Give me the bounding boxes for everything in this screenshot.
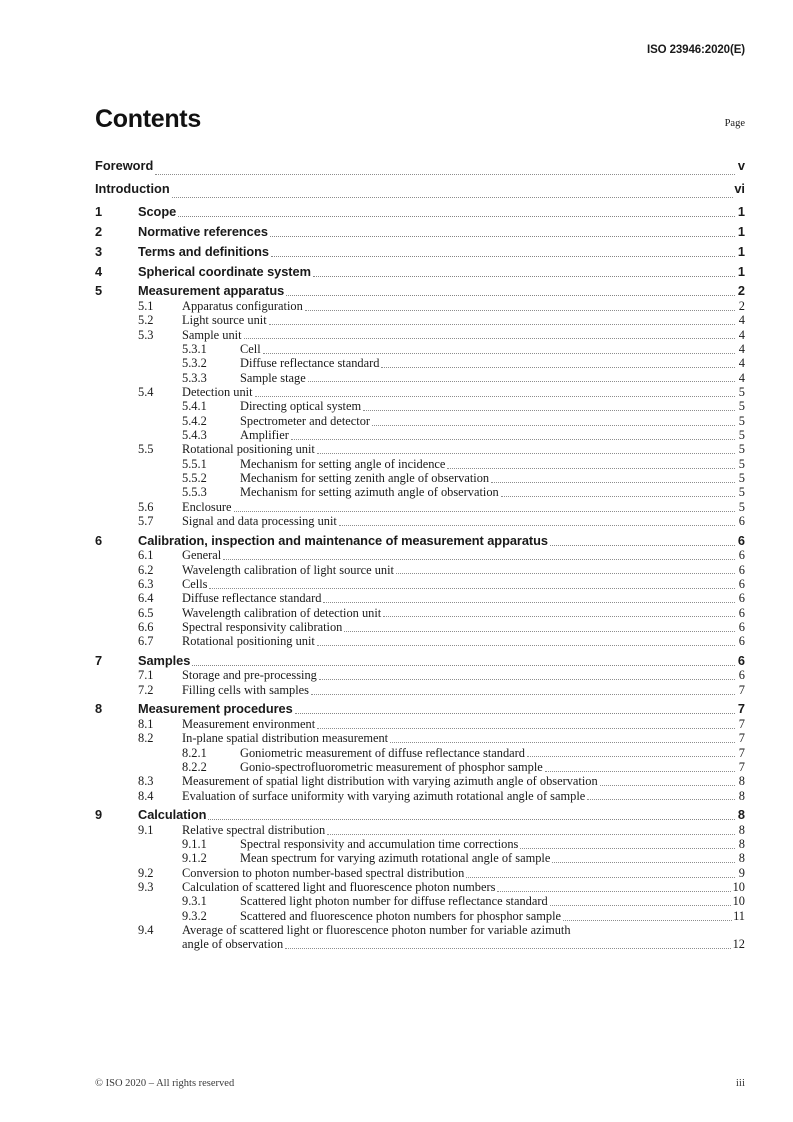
toc-entry-number: 6 bbox=[95, 532, 103, 548]
toc-entry-label: Wavelength calibration of detection unit bbox=[182, 605, 382, 620]
toc-entry-6-1[interactable] bbox=[95, 548, 745, 562]
toc-entry-label: Normative references bbox=[138, 223, 268, 239]
toc-entry-8-1[interactable] bbox=[95, 717, 745, 731]
toc-entry-page: 8 bbox=[738, 822, 745, 837]
toc-entry-number: 5.3.3 bbox=[182, 370, 207, 385]
toc-entry-label: In-plane spatial distribution measurement bbox=[182, 731, 389, 746]
toc-entry-number: 5 bbox=[95, 283, 103, 299]
toc-entry-9-1-2[interactable] bbox=[95, 851, 745, 865]
toc-entry-number: 9.2 bbox=[138, 865, 154, 880]
toc-entry-page: 1 bbox=[737, 263, 745, 279]
toc-entry-number: 5.5.2 bbox=[182, 471, 207, 486]
toc-entry-label: Scope bbox=[138, 204, 177, 220]
toc-entry-5-5-2[interactable] bbox=[95, 471, 745, 485]
toc-entry-page: 6 bbox=[737, 532, 745, 548]
toc-entry-label: Mechanism for setting angle of incidence bbox=[240, 456, 446, 471]
copyright-notice: © ISO 2020 – All rights reserved bbox=[95, 1078, 235, 1089]
toc-entry-6-4[interactable] bbox=[95, 591, 745, 605]
toc-entry-number: 8.4 bbox=[138, 788, 154, 803]
toc-entry-label: Enclosure bbox=[182, 499, 232, 514]
dot-leader bbox=[311, 694, 735, 695]
toc-entry-page: 6 bbox=[738, 634, 745, 649]
toc-entry-8[interactable] bbox=[95, 702, 745, 717]
toc-entry-page: 5 bbox=[738, 499, 745, 514]
toc-entry-6-2[interactable] bbox=[95, 563, 745, 577]
toc-entry-page: 1 bbox=[737, 223, 745, 239]
dot-leader bbox=[317, 453, 735, 454]
toc-entry-label: Light source unit bbox=[182, 313, 267, 328]
toc-entry-6-6[interactable] bbox=[95, 620, 745, 634]
toc-entry-7-1[interactable] bbox=[95, 668, 745, 682]
toc-entry-label: Scattered light photon number for diffuse reflectance standard bbox=[240, 894, 548, 909]
toc-entry-page: 7 bbox=[738, 745, 745, 760]
toc-entry-label: Measurement apparatus bbox=[138, 283, 285, 299]
toc-entry-number: 3 bbox=[95, 243, 103, 259]
toc-entry-8-2-2[interactable] bbox=[95, 760, 745, 774]
dot-leader bbox=[286, 295, 734, 296]
toc-entry-number: 7.1 bbox=[138, 668, 154, 683]
toc-entry-page: 10 bbox=[732, 880, 745, 895]
toc-entry-5-5[interactable] bbox=[95, 442, 745, 456]
toc-entry-number: 5.3.2 bbox=[182, 356, 207, 371]
toc-entry-label: Mean spectrum for varying azimuth rotational angle of sample bbox=[240, 851, 551, 866]
toc-entry-6-3[interactable] bbox=[95, 577, 745, 591]
toc-entry-page: 7 bbox=[738, 731, 745, 746]
toc-entry-number: 8.2.2 bbox=[182, 759, 207, 774]
toc-entry-label: Samples bbox=[138, 652, 191, 668]
toc-entry-label: Mechanism for setting zenith angle of observation bbox=[240, 471, 490, 486]
toc-entry-number: 8 bbox=[95, 701, 103, 717]
toc-entry-page: 6 bbox=[738, 548, 745, 563]
toc-entry-7[interactable] bbox=[95, 654, 745, 669]
toc-entry-page: 6 bbox=[738, 562, 745, 577]
dot-leader bbox=[178, 216, 734, 217]
toc-entry-number: 9.3 bbox=[138, 880, 154, 895]
toc-entry-page: 6 bbox=[738, 619, 745, 634]
toc-entry-number: 2 bbox=[95, 223, 103, 239]
toc-entry-label: Storage and pre-processing bbox=[182, 668, 317, 683]
toc-entry-number: 5.5.3 bbox=[182, 485, 207, 500]
toc-entry-page: 5 bbox=[738, 456, 745, 471]
toc-entry-number: 5.4.1 bbox=[182, 399, 207, 414]
toc-entry-5-7[interactable] bbox=[95, 514, 745, 528]
toc-entry-label: Average of scattered light or fluorescence photon number for variable azimuth bbox=[182, 923, 571, 938]
toc-entry-label: Evaluation of surface uniformity with varying azimuth rotational angle of sample bbox=[182, 788, 586, 803]
toc-entry-5-3-1[interactable] bbox=[95, 342, 745, 356]
toc-entry-page: 2 bbox=[737, 283, 745, 299]
dot-leader bbox=[305, 310, 735, 311]
toc-entry-label-continued: angle of observation bbox=[182, 937, 284, 952]
toc-entry-5-5-3[interactable] bbox=[95, 485, 745, 499]
toc-entry-label: Signal and data processing unit bbox=[182, 514, 337, 529]
toc-entry-page: 5 bbox=[738, 442, 745, 457]
toc-entry-7-2[interactable] bbox=[95, 683, 745, 697]
dot-leader bbox=[295, 713, 735, 714]
toc-entry-number: 9 bbox=[95, 807, 103, 823]
toc-entry-number: 5.2 bbox=[138, 313, 154, 328]
dot-leader bbox=[520, 848, 734, 849]
dot-leader bbox=[491, 482, 734, 483]
toc-entry-5[interactable] bbox=[95, 284, 745, 299]
toc-entry-label: Spectral responsivity calibration bbox=[182, 619, 343, 634]
toc-entry-6-5[interactable] bbox=[95, 606, 745, 620]
toc-entry-6[interactable] bbox=[95, 534, 745, 549]
toc-entry-number: 5.4.3 bbox=[182, 428, 207, 442]
toc-entry-page: 6 bbox=[737, 652, 745, 668]
toc-entry-page: vi bbox=[734, 180, 745, 196]
dot-leader bbox=[270, 236, 735, 237]
toc-entry-number: 9.3.2 bbox=[182, 908, 207, 923]
toc-entry-label: Mechanism for setting azimuth angle of observation bbox=[240, 485, 499, 500]
toc-entry-label: Cells bbox=[182, 576, 208, 591]
document-header: ISO 23946:2020(E) bbox=[646, 44, 745, 56]
toc-entry-number: 5.5 bbox=[138, 442, 154, 457]
toc-entry-9-1[interactable] bbox=[95, 823, 745, 837]
toc-entry-number: 5.5.1 bbox=[182, 456, 207, 471]
toc-entry-label: Wavelength calibration of light source unit bbox=[182, 562, 394, 577]
toc-entry-label: Goniometric measurement of diffuse reflectance standard bbox=[240, 745, 525, 760]
toc-entry-5-3-3[interactable] bbox=[95, 371, 745, 385]
dot-leader bbox=[527, 756, 735, 757]
toc-entry-number: 7.2 bbox=[138, 682, 154, 697]
toc-entry-5-4-2[interactable] bbox=[95, 414, 745, 428]
toc-entry-number: 6.6 bbox=[138, 619, 154, 634]
dot-leader bbox=[381, 367, 734, 368]
footer-page-number: iii bbox=[735, 1077, 745, 1089]
toc-entry-page: 5 bbox=[738, 413, 745, 428]
toc-entry-5-5-1[interactable] bbox=[95, 457, 745, 471]
toc-entry-page: 1 bbox=[737, 204, 745, 220]
toc-entry-page: 9 bbox=[738, 865, 745, 880]
toc-entry-label: Measurement environment bbox=[182, 716, 316, 731]
toc-entry-number: 1 bbox=[95, 204, 103, 220]
toc-entry-page: 8 bbox=[738, 837, 745, 852]
toc-entry-5-3[interactable] bbox=[95, 328, 745, 342]
dot-leader bbox=[223, 559, 734, 560]
toc-entry-9-3-2[interactable] bbox=[95, 909, 745, 923]
toc-entry-number: 5.3 bbox=[138, 327, 154, 342]
dot-leader bbox=[447, 468, 734, 469]
dot-leader bbox=[587, 799, 734, 800]
toc-entry-number: 6.2 bbox=[138, 562, 154, 577]
toc-entry-label: General bbox=[182, 548, 222, 563]
toc-entry-label: Gonio-spectrofluorometric measurement of phosphor sample bbox=[240, 759, 543, 774]
toc-entry-number: 6.3 bbox=[138, 576, 154, 591]
dot-leader bbox=[545, 771, 735, 772]
toc-entry-2[interactable] bbox=[95, 225, 745, 240]
toc-entry-page: 4 bbox=[738, 370, 745, 385]
toc-entry-4[interactable] bbox=[95, 265, 745, 280]
toc-entry-line-2 bbox=[138, 937, 745, 951]
toc-entry-line-1 bbox=[138, 923, 745, 937]
toc-entry-5-3-2[interactable] bbox=[95, 356, 745, 370]
toc-entry-page: 7 bbox=[738, 682, 745, 697]
dot-leader bbox=[208, 819, 734, 820]
toc-entry-number: 5.1 bbox=[138, 298, 154, 313]
dot-leader bbox=[313, 276, 735, 277]
toc-entry-number: 8.3 bbox=[138, 774, 154, 789]
toc-entry-6-7[interactable] bbox=[95, 634, 745, 648]
dot-leader bbox=[285, 948, 731, 949]
dot-leader bbox=[291, 439, 735, 440]
toc-entry-label: Foreword bbox=[95, 158, 154, 173]
toc-entry-number: 5.3.1 bbox=[182, 341, 207, 356]
dot-leader bbox=[552, 862, 734, 863]
toc-entry-number: 6.7 bbox=[138, 634, 154, 649]
toc-entry-9-1-1[interactable] bbox=[95, 837, 745, 851]
dot-leader bbox=[501, 496, 735, 497]
dot-leader bbox=[255, 396, 735, 397]
toc-entry-number: 9.1.1 bbox=[182, 837, 207, 852]
toc-entry-5-4-3[interactable] bbox=[95, 428, 745, 442]
toc-entry-number: 7 bbox=[95, 652, 103, 668]
dot-leader bbox=[271, 256, 735, 257]
toc-entry-5-4-1[interactable] bbox=[95, 399, 745, 413]
toc-entry-page: 10 bbox=[732, 894, 745, 909]
dot-leader bbox=[550, 905, 731, 906]
toc-entry-page: 11 bbox=[733, 908, 745, 923]
toc-entry-number: 6.4 bbox=[138, 591, 154, 606]
toc-entry-page: 5 bbox=[738, 485, 745, 500]
dot-leader bbox=[155, 174, 734, 175]
toc-entry-page: 1 bbox=[737, 243, 745, 259]
toc-entry-label: Sample unit bbox=[182, 327, 242, 342]
toc-entry-9-3-1[interactable] bbox=[95, 894, 745, 908]
dot-leader bbox=[383, 616, 734, 617]
toc-entry-number: 9.1 bbox=[138, 822, 154, 837]
dot-leader bbox=[390, 742, 734, 743]
toc-entry-page: 7 bbox=[738, 759, 745, 774]
toc-entry-page: 7 bbox=[737, 701, 745, 717]
toc-entry-number: 5.7 bbox=[138, 514, 154, 529]
toc-entry-number: 5.6 bbox=[138, 499, 154, 514]
document-footer bbox=[95, 1077, 745, 1089]
toc-entry-page: 4 bbox=[738, 313, 745, 328]
toc-entry-label: Calculation bbox=[138, 807, 207, 823]
toc-entry-number: 6.5 bbox=[138, 605, 154, 620]
toc-entry-page: 8 bbox=[738, 774, 745, 789]
toc-entry-label: Sample stage bbox=[240, 370, 306, 385]
dot-leader bbox=[497, 891, 731, 892]
toc-entry-page: 4 bbox=[738, 356, 745, 371]
toc-entry-page: 8 bbox=[738, 851, 745, 866]
toc-entry-page: v bbox=[737, 158, 745, 173]
toc-entry-label: Apparatus configuration bbox=[182, 298, 303, 313]
toc-entry-9-4[interactable] bbox=[95, 923, 745, 952]
toc-entry-5-4[interactable] bbox=[95, 385, 745, 399]
toc-entry-number: 8.2.1 bbox=[182, 745, 207, 760]
toc-entry-page: 2 bbox=[738, 298, 745, 313]
toc-entry-label: Scattered and fluorescence photon numbers for phosphor sample bbox=[240, 908, 562, 923]
page-column-label: Page bbox=[724, 118, 745, 129]
toc-entry-page: 12 bbox=[732, 937, 745, 952]
toc-entry-page: 8 bbox=[738, 788, 745, 803]
toc-entry-page: 4 bbox=[738, 327, 745, 342]
toc-entry-3[interactable] bbox=[95, 245, 745, 260]
dot-leader bbox=[372, 425, 734, 426]
dot-leader bbox=[263, 353, 735, 354]
toc-entry-page: 5 bbox=[738, 428, 745, 442]
toc-entry-5-6[interactable] bbox=[95, 500, 745, 514]
toc-entry-number: 5.4 bbox=[138, 384, 154, 399]
toc-entry-8-2[interactable] bbox=[95, 731, 745, 745]
toc-entry-label: Calibration, inspection and maintenance of measurement apparatus bbox=[138, 532, 548, 548]
toc-entry-number: 6.1 bbox=[138, 548, 154, 563]
toc-entry-label: Relative spectral distribution bbox=[182, 822, 326, 837]
toc-entry-9-2[interactable] bbox=[95, 866, 745, 880]
dot-leader bbox=[344, 631, 734, 632]
table-of-contents bbox=[95, 155, 745, 952]
toc-entry-label: Filling cells with samples bbox=[182, 682, 309, 697]
toc-entry-label: Calculation of scattered light and fluorescence photon numbers bbox=[182, 880, 496, 895]
toc-entry-page: 7 bbox=[738, 716, 745, 731]
toc-entry-label: Amplifier bbox=[240, 428, 289, 442]
dot-leader bbox=[317, 728, 734, 729]
toc-entry-label: Spherical coordinate system bbox=[138, 263, 311, 279]
toc-entry-5-1[interactable] bbox=[95, 299, 745, 313]
toc-entry-label: Conversion to photon number-based spectral distribution bbox=[182, 865, 465, 880]
dot-leader bbox=[192, 665, 734, 666]
toc-entry-label: Spectral responsivity and accumulation time corrections bbox=[240, 837, 519, 852]
toc-entry-number: 9.3.1 bbox=[182, 894, 207, 909]
toc-entry-foreword[interactable] bbox=[95, 155, 745, 178]
dot-leader bbox=[466, 877, 734, 878]
toc-entry-number: 5.4.2 bbox=[182, 413, 207, 428]
toc-entry-page: 6 bbox=[738, 576, 745, 591]
dot-leader bbox=[600, 785, 735, 786]
dot-leader bbox=[550, 545, 735, 546]
dot-leader bbox=[327, 834, 734, 835]
toc-entry-8-3[interactable] bbox=[95, 774, 745, 788]
toc-entry-9[interactable] bbox=[95, 808, 745, 823]
dot-leader bbox=[172, 197, 733, 198]
toc-entry-page: 8 bbox=[737, 807, 745, 823]
toc-entry-number: 4 bbox=[95, 263, 103, 279]
toc-entry-page: 6 bbox=[738, 514, 745, 529]
toc-entry-number: 8.2 bbox=[138, 731, 154, 746]
toc-entry-label: Terms and definitions bbox=[138, 243, 269, 259]
toc-entry-page: 6 bbox=[738, 591, 745, 606]
toc-entry-label: Directing optical system bbox=[240, 399, 362, 414]
toc-entry-label: Measurement procedures bbox=[138, 701, 293, 717]
toc-entry-number: 9.4 bbox=[138, 923, 154, 938]
dot-leader bbox=[308, 381, 735, 382]
dot-leader bbox=[363, 410, 734, 411]
dot-leader bbox=[339, 525, 735, 526]
dot-leader bbox=[319, 679, 735, 680]
toc-entry-page: 4 bbox=[738, 341, 745, 356]
toc-entry-8-2-1[interactable] bbox=[95, 746, 745, 760]
dot-leader bbox=[323, 602, 734, 603]
toc-entry-introduction[interactable] bbox=[95, 178, 745, 201]
dot-leader bbox=[269, 324, 735, 325]
toc-entry-9-3[interactable] bbox=[95, 880, 745, 894]
toc-entry-label: Cell bbox=[240, 341, 261, 356]
page-title: Contents bbox=[95, 105, 201, 133]
toc-entry-page: 6 bbox=[738, 605, 745, 620]
toc-entry-1[interactable] bbox=[95, 205, 745, 220]
toc-entry-page: 5 bbox=[738, 471, 745, 486]
toc-entry-page: 6 bbox=[738, 668, 745, 683]
toc-entry-5-2[interactable] bbox=[95, 313, 745, 327]
contents-title-row bbox=[95, 105, 745, 133]
dot-leader bbox=[209, 588, 734, 589]
dot-leader bbox=[563, 920, 732, 921]
toc-entry-label: Diffuse reflectance standard bbox=[240, 356, 380, 371]
toc-entry-number: 9.1.2 bbox=[182, 851, 207, 866]
dot-leader bbox=[396, 573, 735, 574]
toc-entry-number: 8.1 bbox=[138, 716, 154, 731]
toc-entry-label: Detection unit bbox=[182, 384, 253, 399]
toc-entry-label: Introduction bbox=[95, 180, 170, 196]
toc-entry-label: Measurement of spatial light distribution with varying azimuth angle of observation bbox=[182, 774, 598, 789]
toc-entry-label: Spectrometer and detector bbox=[240, 413, 371, 428]
dot-leader bbox=[317, 645, 735, 646]
dot-leader bbox=[244, 338, 735, 339]
dot-leader bbox=[234, 511, 735, 512]
toc-entry-page: 5 bbox=[738, 384, 745, 399]
toc-entry-label: Rotational positioning unit bbox=[182, 442, 315, 457]
toc-entry-label: Rotational positioning unit bbox=[182, 634, 315, 649]
toc-entry-label: Diffuse reflectance standard bbox=[182, 591, 322, 606]
toc-entry-8-4[interactable] bbox=[95, 789, 745, 803]
toc-entry-page: 5 bbox=[738, 399, 745, 414]
